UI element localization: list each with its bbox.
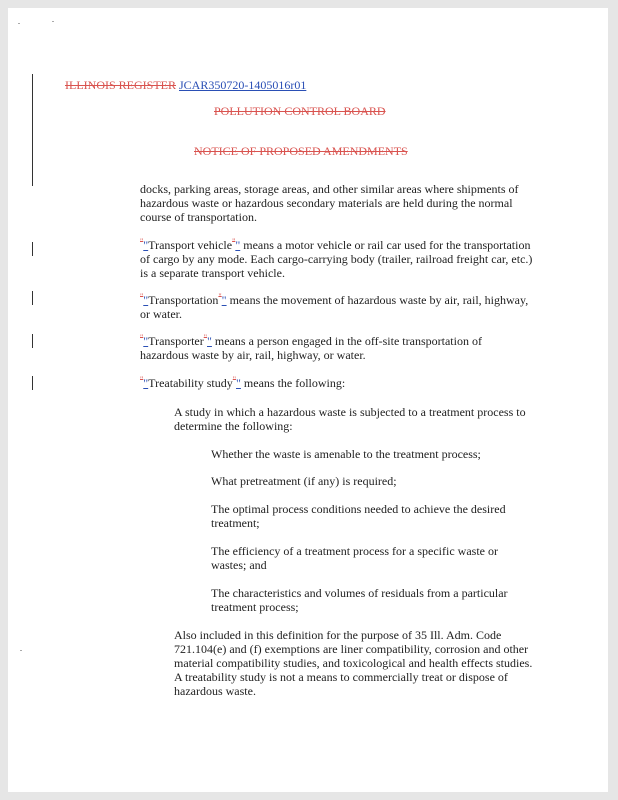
definition-text: means a person engaged in the off-site transportation of bbox=[211, 334, 482, 348]
inserted-quote: " bbox=[143, 334, 149, 348]
study-item-4 bbox=[211, 544, 498, 572]
defined-term: Transportation bbox=[148, 293, 219, 307]
text-line: is a separate transport vehicle. bbox=[140, 266, 285, 280]
text-line: determine the following: bbox=[174, 419, 293, 433]
text-line bbox=[140, 238, 532, 252]
text-line: wastes; and bbox=[211, 558, 267, 572]
text-line: Also included in this definition for the purpose of 35 Ill. Adm. Code bbox=[174, 628, 502, 642]
inserted-quote: " bbox=[221, 293, 227, 307]
change-bar bbox=[32, 242, 33, 256]
register-deleted-text: ILLINOIS REGISTER bbox=[65, 78, 176, 92]
deleted-quote: " bbox=[232, 237, 236, 246]
text-line: A treatability study is not a means to commercially treat or dispose of bbox=[174, 670, 508, 684]
text-line: The efficiency of a treatment process for a specific waste or bbox=[211, 544, 498, 558]
text-line: The characteristics and volumes of residuals from a particular bbox=[211, 586, 508, 600]
board-header: POLLUTION CONTROL BOARD bbox=[214, 104, 386, 118]
deleted-quote: " bbox=[218, 292, 222, 301]
scan-speck bbox=[20, 650, 22, 651]
deleted-quote: " bbox=[140, 292, 144, 301]
text-line: hazardous waste. bbox=[174, 684, 256, 698]
inserted-quote: " bbox=[143, 238, 149, 252]
text-line bbox=[140, 293, 528, 307]
study-item-1: Whether the waste is amenable to the treatment process; bbox=[211, 447, 481, 461]
study-paragraph bbox=[174, 405, 526, 433]
text-line: hazardous waste or hazardous secondary materials are held during the normal bbox=[140, 196, 513, 210]
register-header bbox=[65, 78, 306, 92]
text-line: 721.104(e) and (f) exemptions are liner compatibility, corrosion and other bbox=[174, 642, 529, 656]
docks-paragraph bbox=[140, 182, 519, 224]
definition-text: means a motor vehicle or rail car used for the transportation bbox=[240, 238, 531, 252]
study-item-2: What pretreatment (if any) is required; bbox=[211, 474, 397, 488]
register-inserted-text: JCAR350720-1405016r01 bbox=[179, 78, 307, 92]
deleted-quote: " bbox=[140, 237, 144, 246]
definition-transport-vehicle bbox=[140, 238, 532, 280]
definition-text: means the following: bbox=[240, 376, 346, 390]
deleted-quote: " bbox=[232, 375, 236, 384]
inserted-quote: " bbox=[143, 293, 149, 307]
definition-transporter bbox=[140, 334, 482, 362]
study-item-3 bbox=[211, 502, 506, 530]
defined-term: Transporter bbox=[148, 334, 204, 348]
text-line bbox=[140, 334, 482, 348]
scan-speck bbox=[18, 23, 20, 24]
text-line: hazardous waste by air, rail, highway, or water. bbox=[140, 348, 366, 362]
study-item-5 bbox=[211, 586, 508, 614]
text-line: material compatibility studies, and toxicological and health effects studies. bbox=[174, 656, 533, 670]
text-line: course of transportation. bbox=[140, 210, 257, 224]
notice-header: NOTICE OF PROPOSED AMENDMENTS bbox=[194, 144, 408, 158]
deleted-quote: " bbox=[140, 375, 144, 384]
change-bar bbox=[32, 334, 33, 348]
text-line: of cargo by any mode. Each cargo-carrying body (trailer, railroad freight car, etc.) bbox=[140, 252, 533, 266]
change-bar bbox=[32, 376, 33, 390]
deleted-quote: " bbox=[140, 333, 144, 342]
also-included-paragraph bbox=[174, 628, 532, 698]
definition-text: means the movement of hazardous waste by air, rail, highway, bbox=[226, 293, 529, 307]
text-line: treatment process; bbox=[211, 600, 299, 614]
inserted-quote: " bbox=[236, 376, 241, 390]
scan-speck bbox=[52, 21, 54, 22]
defined-term: Transport vehicle bbox=[148, 238, 233, 252]
text-line: treatment; bbox=[211, 516, 260, 530]
inserted-quote: " bbox=[235, 238, 241, 252]
text-line: docks, parking areas, storage areas, and other similar areas where shipments of bbox=[140, 182, 519, 196]
deleted-quote: " bbox=[203, 333, 207, 342]
inserted-quote: " bbox=[143, 376, 149, 390]
defined-term: Treatability study bbox=[148, 376, 233, 390]
document-page bbox=[8, 8, 608, 792]
definition-treatability-study bbox=[140, 376, 345, 390]
text-line bbox=[140, 376, 345, 390]
text-line: A study in which a hazardous waste is subjected to a treatment process to bbox=[174, 405, 526, 419]
definition-transportation bbox=[140, 293, 528, 321]
text-line: The optimal process conditions needed to achieve the desired bbox=[211, 502, 506, 516]
change-bar bbox=[32, 74, 33, 186]
change-bar bbox=[32, 291, 33, 305]
inserted-quote: " bbox=[207, 334, 212, 348]
text-line: or water. bbox=[140, 307, 182, 321]
